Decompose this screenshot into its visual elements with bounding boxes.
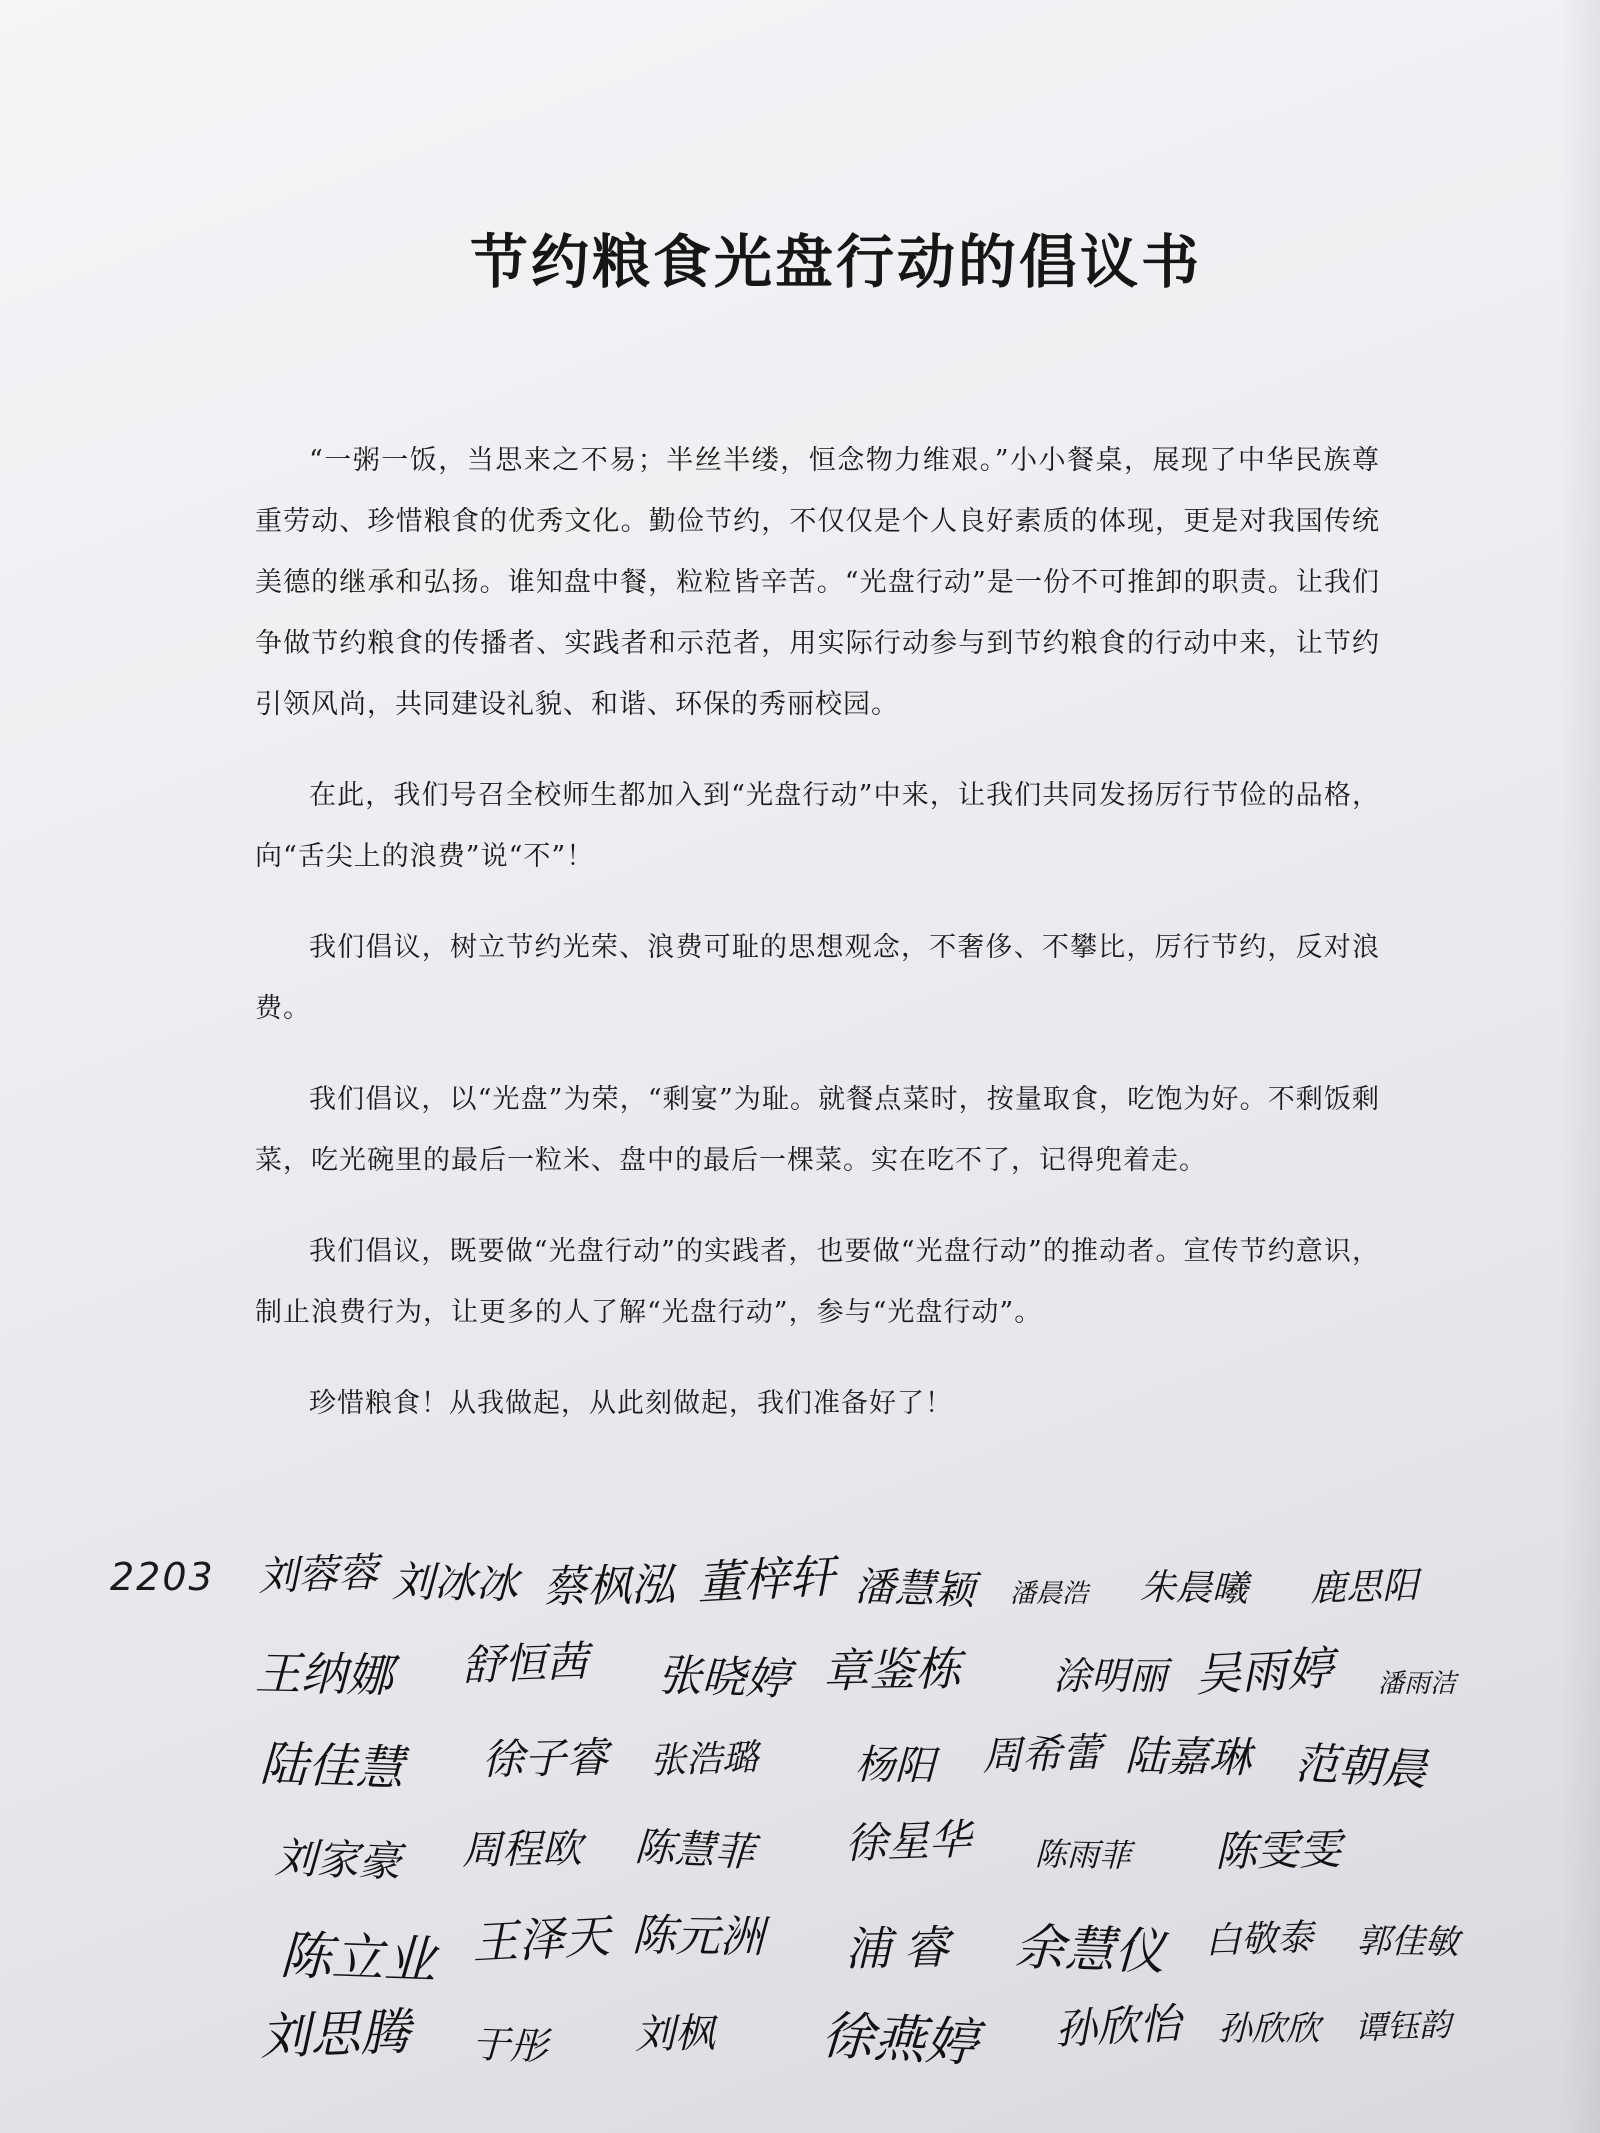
signature: 陈雯雯 [1214, 1824, 1342, 1876]
signature: 周希蕾 [981, 1729, 1103, 1780]
paragraph-6: 珍惜粮食！从我做起，从此刻做起，我们准备好了！ [309, 1388, 953, 1419]
signature: 浦睿 [844, 1919, 962, 1976]
signature: 白敬泰 [1204, 1917, 1314, 1962]
signature: 鹿思阳 [1309, 1565, 1419, 1610]
signature: 孙欣欣 [1218, 2009, 1320, 2049]
signature: 陆佳慧 [258, 1736, 405, 1798]
signature: 陈元洲 [631, 1910, 765, 1964]
signature: 王纳娜 [254, 1646, 394, 1703]
paragraph-4: 我们倡议，以“光盘”为荣，“剩宴”为耻。就餐点菜时，按量取食，吃饱为好。不剩饭剩菜，吃光碗里的最后一粒米、盘中的最后一棵菜。实在吃不了，记得兜着走。 [255, 1084, 1380, 1176]
paragraph-1: “一粥一饭，当思来之不易；半丝半缕，恒念物力维艰。”小小餐桌，展现了中华民族尊重劳动、珍惜粮食的优秀文化。勤俭节约，不仅仅是个人良好素质的体现，更是对我国传统美德的继承和弘扬。谁知盘中餐，粒粒皆辛苦。“光盘行动”是一份不可推卸的职责。让我们争做节约粮食的传播者、实践者和示范者，用实际行动参与到节约粮食的行动中来，让节约引领风尚，共同建设礼貌、和谐、环保的秀丽校园。 [255, 445, 1380, 720]
signature: 张晓婷 [656, 1650, 791, 1706]
signature: 陆嘉琳 [1124, 1731, 1252, 1783]
signature: 潘慧颖 [854, 1564, 976, 1615]
signature: 董梓轩 [695, 1548, 837, 1610]
signature: 陈慧菲 [633, 1824, 756, 1877]
class-number: 2203 [110, 1555, 215, 1599]
signature: 郭佳敏 [1356, 1921, 1460, 1963]
signature: 潘晨浩 [1010, 1579, 1089, 1609]
signature: 周程欧 [461, 1825, 583, 1874]
signature: 陈雨菲 [1034, 1835, 1132, 1875]
signature: 刘蓉蓉 [257, 1549, 379, 1600]
signature: 余慧仪 [1013, 1918, 1166, 1982]
signature: 徐子睿 [481, 1732, 609, 1784]
signature: 王泽天 [470, 1908, 612, 1970]
signature: 徐燕婷 [820, 2006, 980, 2075]
paragraph-5: 我们倡议，既要做“光盘行动”的实践者，也要做“光盘行动”的推动者。宣传节约意识，制止浪费行为，让更多的人了解“光盘行动”，参与“光盘行动”。 [255, 1236, 1380, 1328]
page-shadow [1560, 0, 1600, 2133]
signature: 刘冰冰 [391, 1557, 519, 1609]
signature: 范朝晨 [1293, 1738, 1428, 1796]
document-title: 节约粮食光盘行动的倡议书 [470, 228, 1203, 296]
signature: 蔡枫泓 [542, 1559, 676, 1613]
title-block [470, 215, 1250, 299]
signature: 朱晨曦 [1139, 1567, 1249, 1610]
signature: 章鉴栋 [822, 1641, 962, 1698]
signature: 刘枫 [634, 2010, 716, 2058]
signature: 涂明丽 [1053, 1654, 1168, 1698]
paragraph-3: 我们倡议，树立节约光荣、浪费可耻的思想观念，不奢侈、不攀比，厉行节约，反对浪费。 [255, 932, 1380, 1024]
signature: 徐星华 [844, 1814, 972, 1868]
paragraph-2: 在此，我们号召全校师生都加入到“光盘行动”中来，让我们共同发扬厉行节俭的品格，向“舌尖上的浪费”说“不”！ [255, 780, 1380, 872]
document-body [255, 430, 1380, 1464]
signature: 吴雨婷 [1193, 1640, 1335, 1702]
signature-area [110, 1535, 1500, 2095]
signature: 张浩璐 [649, 1737, 759, 1782]
signature: 杨阳 [854, 1742, 936, 1790]
signature: 谭钰韵 [1354, 2005, 1452, 2047]
signature: 刘家豪 [274, 1833, 402, 1887]
signature: 舒恒茜 [461, 1636, 589, 1690]
signature: 刘思腾 [259, 2002, 412, 2066]
signature: 潘雨洁 [1378, 1669, 1457, 1699]
signature: 陈立业 [278, 1926, 437, 1992]
signature: 孙欣怡 [1053, 1998, 1183, 2054]
signature: 于彤 [471, 2022, 549, 2069]
